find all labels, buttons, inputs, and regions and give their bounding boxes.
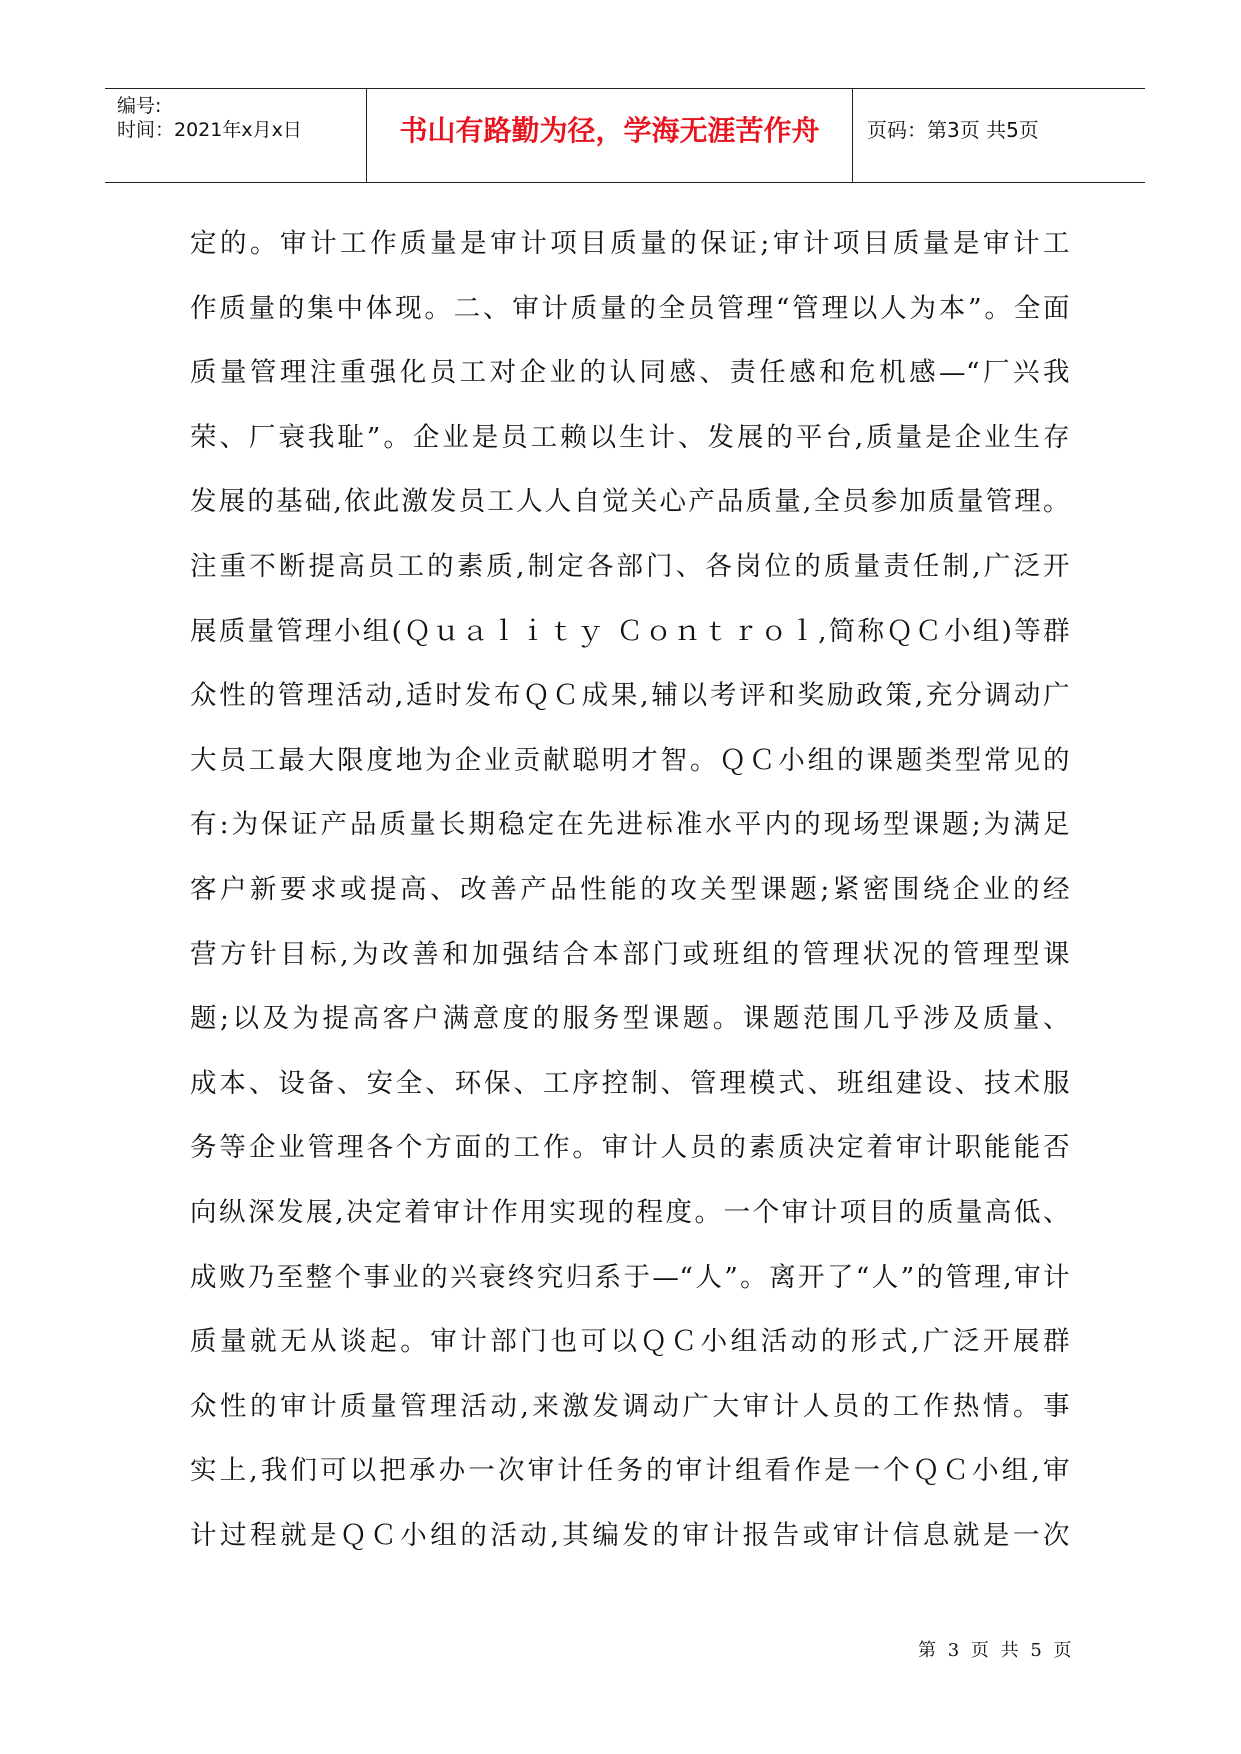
body-line: 作质量的集中体现。二、审计质量的全员管理“管理以人为本”。全面: [190, 292, 1070, 324]
document-body: [190, 212, 1070, 1568]
body-line: 成本、设备、安全、环保、工序控制、管理模式、班组建设、技术服: [190, 1067, 1070, 1099]
header-page-number: 页码：第3页 共5页: [867, 118, 1039, 142]
body-line: 实上,我们可以把承办一次审计任务的审计组看作是一个ＱＣ小组,审: [190, 1455, 1070, 1487]
body-line: 质量管理注重强化员工对企业的认同感、责任感和危机感—“厂兴我: [190, 357, 1070, 389]
body-line: 计过程就是ＱＣ小组的活动,其编发的审计报告或审计信息就是一次: [190, 1519, 1070, 1551]
body-line: 荣、厂衰我耻”。企业是员工赖以生计、发展的平台,质量是企业生存: [190, 421, 1070, 453]
body-line: 营方针目标,为改善和加强结合本部门或班组的管理状况的管理型课: [190, 938, 1070, 970]
document-time-label: 时间：2021年x月x日: [117, 119, 302, 141]
body-line: 定的。审计工作质量是审计项目质量的保证;审计项目质量是审计工: [190, 228, 1070, 259]
body-line: 大员工最大限度地为企业贡献聪明才智。ＱＣ小组的课题类型常见的: [190, 744, 1070, 776]
page-footer: 第 3 页 共 5 页: [918, 1640, 1075, 1661]
page-header: [105, 88, 1145, 183]
body-line: 注重不断提高员工的素质,制定各部门、各岗位的质量责任制,广泛开: [190, 550, 1070, 582]
header-meta: [105, 89, 367, 182]
body-line: 题;以及为提高客户满意度的服务型课题。课题范围几乎涉及质量、: [190, 1003, 1070, 1035]
document-number-label: 编号:: [117, 95, 162, 117]
body-line: 展质量管理小组(Ｑｕａｌｉｔｙ Ｃｏｎｔｒｏｌ,简称ＱＣ小组)等群: [190, 615, 1070, 647]
body-line: 众性的管理活动,适时发布ＱＣ成果,辅以考评和奖励政策,充分调动广: [190, 680, 1070, 712]
body-line: 众性的审计质量管理活动,来激发调动广大审计人员的工作热情。事: [190, 1390, 1070, 1422]
body-line: 务等企业管理各个方面的工作。审计人员的素质决定着审计职能能否: [190, 1132, 1070, 1164]
body-line: 成败乃至整个事业的兴衰终究归系于—“人”。离开了“人”的管理,审计: [190, 1261, 1070, 1293]
body-line: 客户新要求或提高、改善产品性能的攻关型课题;紧密围绕企业的经: [190, 873, 1070, 905]
header-motto: 书山有路勤为径，学海无涯苦作舟: [367, 89, 853, 182]
body-line: 有:为保证产品质量长期稳定在先进标准水平内的现场型课题;为满足: [190, 809, 1070, 841]
body-line: 质量就无从谈起。审计部门也可以ＱＣ小组活动的形式,广泛开展群: [190, 1326, 1070, 1358]
body-line: 向纵深发展,决定着审计作用实现的程度。一个审计项目的质量高低、: [190, 1196, 1070, 1228]
body-line: 发展的基础,依此激发员工人人自觉关心产品质量,全员参加质量管理。: [190, 486, 1070, 518]
